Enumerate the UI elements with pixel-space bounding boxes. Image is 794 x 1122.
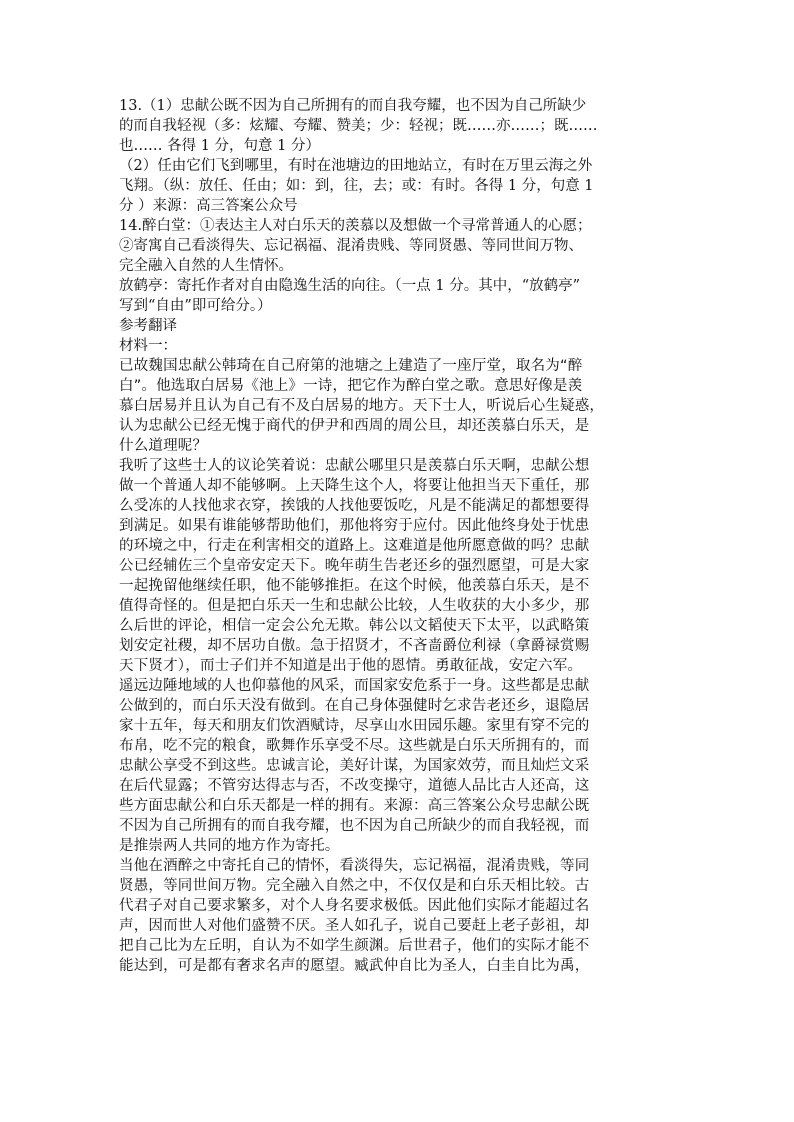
text-line: 14.醉白堂：①表达主人对白乐天的羡慕以及想做一个寻常普通人的心愿；	[119, 218, 592, 234]
text-line: 一起挽留他继续任职，他不能够推拒。在这个时候，他羡慕白乐天，是不	[119, 578, 590, 594]
text-line: 认为忠献公已经无愧于商代的伊尹和西周的周公旦，却还羡慕白乐天，是	[119, 418, 590, 434]
text-line: 写到“自由”即可给分。）	[119, 298, 272, 314]
text-line: 把自己比为左丘明，自认为不如学生颜渊。后世君子，他们的实际才能不	[119, 938, 590, 954]
translation-section	[119, 356, 679, 976]
paragraph	[119, 856, 679, 976]
answer-section	[119, 96, 679, 356]
text-line: 完全融入自然的人生情怀。	[119, 258, 293, 274]
text-line: 不因为自己所拥有的而自我夸耀，也不因为自己所缺少的而自我轻视，而	[119, 818, 590, 834]
text-line: 遥远边陲地域的人也仰慕他的风采，而国家安危系于一身。这些都是忠献	[119, 678, 590, 694]
text-line: 做一个普通人却不能够啊。上天降生这个人，将要让他担当天下重任，那	[119, 478, 590, 494]
text-line: 也…… 各得 1 分，句意 1 分）	[119, 138, 320, 154]
text-line: 公做到的，而白乐天没有做到。在自己身体强健时乞求告老还乡，退隐居	[119, 698, 590, 714]
text-line: ②寄寓自己看淡得失、忘记祸福、混淆贵贱、等同贤愚、等同世间万物、	[119, 238, 583, 254]
text-line: 的而自我轻视（多：炫耀、夸耀、赞美；少：轻视；既……亦……；既……	[119, 118, 598, 134]
text-line: 当他在酒醉之中寄托自己的情怀，看淡得失，忘记祸福，混淆贵贱，等同	[119, 858, 590, 874]
text-line: 么受冻的人找他求衣穿，挨饿的人找他要饭吃，凡是不能满足的都想要得	[119, 498, 590, 514]
text-line: 贤愚，等同世间万物。完全融入自然之中，不仅仅是和白乐天相比较。古	[119, 878, 590, 894]
text-line: 分 ）来源：高三答案公众号	[119, 198, 298, 214]
text-line: 慕白居易并且认为自己有不及白居易的地方。天下士人，听说后心生疑惑，	[119, 398, 605, 414]
text-line: （2）任由它们飞到哪里，有时在池塘边的田地站立，有时在万里云海之外	[119, 158, 593, 174]
document-page	[119, 96, 679, 976]
text-line: 声，因而世人对他们盛赞不厌。圣人如孔子，说自己要赶上老子彭祖，却	[119, 918, 590, 934]
q14-answer	[119, 216, 679, 316]
text-line: 忠献公享受不到这些。忠诚言论，美好计谋，为国家效劳，而且灿烂文采	[119, 758, 590, 774]
text-line: 划安定社稷，却不居功自傲。急于招贤才，不吝啬爵位利禄（拿爵禄赏赐	[119, 638, 590, 654]
text-line: 已故魏国忠献公韩琦在自己府第的池塘之上建造了一座厅堂，取名为“醉	[119, 358, 583, 374]
text-line: 值得奇怪的。但是把白乐天一生和忠献公比较，人生收获的大小多少，那	[119, 598, 590, 614]
text-line: 些方面忠献公和白乐天都是一样的拥有。来源：高三答案公众号忠献公既	[119, 798, 590, 814]
text-line: 公已经辅佐三个皇帝安定天下。晚年萌生告老还乡的强烈愿望，可是大家	[119, 558, 590, 574]
paragraph	[119, 456, 679, 856]
text-line: 什么道理呢？	[119, 438, 208, 454]
text-line: 在后代显露；不管穷达得志与否，不改变操守，道德人品比古人还高，这	[119, 778, 590, 794]
translation-heading: 参考翻译	[119, 318, 177, 334]
text-line: 么后世的评论，相信一定会公允无欺。韩公以文韬使天下太平，以武略策	[119, 618, 590, 634]
material-label: 材料一：	[119, 338, 177, 354]
text-line: 的环境之中，行走在利害相交的道路上。这难道是他所愿意做的吗？忠献	[119, 538, 590, 554]
text-line: 到满足。如果有谁能够帮助他们，那他将穷于应付。因此他终身处于忧患	[119, 518, 590, 534]
text-line: 天下贤才），而士子们并不知道是出于他的恩情。勇敢征战，安定六军。	[119, 658, 583, 674]
text-line: 放鹤亭：寄托作者对自由隐逸生活的向往。（一点 1 分。其中，“放鹤亭”	[119, 278, 581, 294]
text-line: 飞翔。（纵：放任、任由；如：到，往，去；或：有时。各得 1 分，句意 1	[119, 178, 594, 194]
text-line: 布帛，吃不完的粮食，歌舞作乐享受不尽。这些就是白乐天所拥有的，而	[119, 738, 590, 754]
text-line: 白”。他选取白居易《池上》一诗，把它作为醉白堂之歌。意思好像是羡	[119, 378, 583, 394]
text-line: 能达到，可是都有奢求名声的愿望。臧武仲自比为圣人，白圭自比为禹，	[119, 958, 590, 974]
text-line: 是推崇两人共同的地方作为寄托。	[119, 838, 340, 854]
q13-answer	[119, 96, 679, 216]
text-line: 我听了这些士人的议论笑着说：忠献公哪里只是羡慕白乐天啊，忠献公想	[119, 458, 590, 474]
text-line: 家十五年，每天和朋友们饮酒赋诗，尽享山水田园乐趣。家里有穿不完的	[119, 718, 590, 734]
text-line: 代君子对自己要求繁多，对个人身名要求极低。因此他们实际才能超过名	[119, 898, 590, 914]
text-line: 13.（1）忠献公既不因为自己所拥有的而自我夸耀，也不因为自己所缺少	[119, 98, 587, 114]
paragraph	[119, 356, 679, 456]
